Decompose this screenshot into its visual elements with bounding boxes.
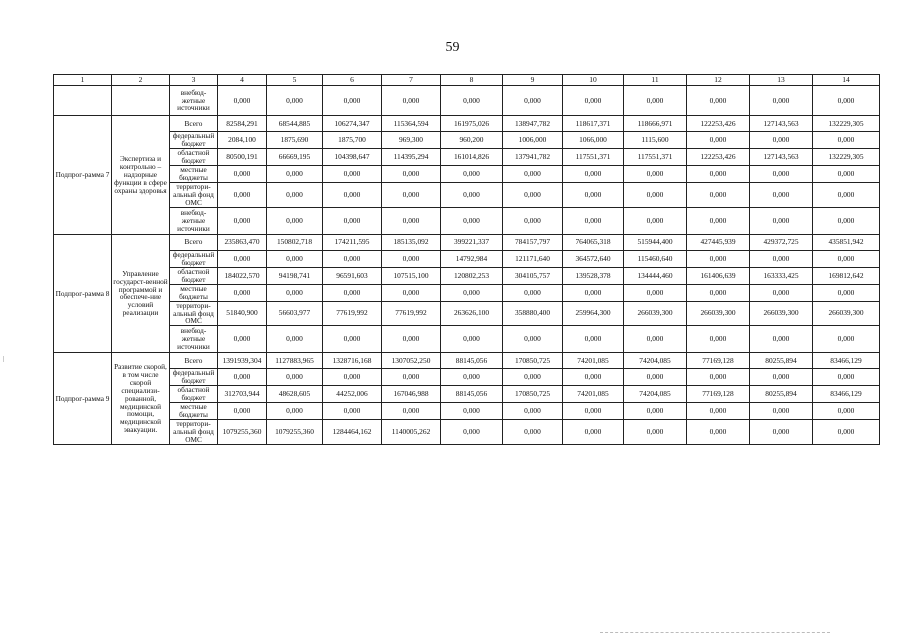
source-label: областной бюджет: [170, 386, 218, 403]
value-cell: 0,000: [267, 326, 323, 353]
value-cell: 0,000: [323, 250, 382, 267]
value-cell: 0,000: [323, 284, 382, 301]
value-cell: 104398,647: [323, 149, 382, 166]
value-cell: 0,000: [503, 326, 563, 353]
value-cell: 80255,894: [750, 353, 813, 369]
value-cell: 0,000: [382, 250, 441, 267]
value-cell: 0,000: [563, 369, 624, 386]
budget-table: [53, 74, 880, 445]
value-cell: 1875,700: [323, 132, 382, 149]
source-label: внебюд-жетные источники: [170, 326, 218, 353]
value-cell: 0,000: [813, 183, 880, 208]
value-cell: 259964,300: [563, 301, 624, 326]
value-cell: 427445,939: [687, 234, 750, 250]
value-cell: 0,000: [813, 207, 880, 234]
value-cell: 0,000: [503, 420, 563, 445]
column-header: 7: [382, 75, 441, 86]
value-cell: 0,000: [750, 183, 813, 208]
value-cell: 1006,000: [503, 132, 563, 149]
column-header: 12: [687, 75, 750, 86]
value-cell: 515944,400: [624, 234, 687, 250]
value-cell: 96591,603: [323, 267, 382, 284]
value-cell: 0,000: [750, 420, 813, 445]
value-cell: 161406,639: [687, 267, 750, 284]
value-cell: 14792,984: [441, 250, 503, 267]
value-cell: 266039,300: [813, 301, 880, 326]
source-label: федеральный бюджет: [170, 250, 218, 267]
column-number-row: [54, 75, 880, 86]
value-cell: 0,000: [624, 403, 687, 420]
subprogram-goal: Управление государст-венной программой и обеспече-ние условий реализации: [112, 234, 170, 353]
value-cell: 0,000: [382, 403, 441, 420]
table-row: [54, 116, 880, 132]
value-cell: 0,000: [563, 403, 624, 420]
table-row: [54, 183, 880, 208]
table-row: [54, 301, 880, 326]
value-cell: 0,000: [563, 326, 624, 353]
value-cell: 94198,741: [267, 267, 323, 284]
value-cell: 107515,100: [382, 267, 441, 284]
value-cell: 88145,056: [441, 386, 503, 403]
value-cell: 235863,470: [218, 234, 267, 250]
value-cell: 0,000: [813, 132, 880, 149]
value-cell: 120802,253: [441, 267, 503, 284]
value-cell: 48628,605: [267, 386, 323, 403]
value-cell: 1115,600: [624, 132, 687, 149]
value-cell: 134444,460: [624, 267, 687, 284]
value-cell: 0,000: [441, 86, 503, 116]
value-cell: 0,000: [382, 326, 441, 353]
value-cell: 0,000: [813, 403, 880, 420]
table-row: [54, 149, 880, 166]
value-cell: 161014,826: [441, 149, 503, 166]
value-cell: 0,000: [813, 284, 880, 301]
value-cell: 44252,006: [323, 386, 382, 403]
value-cell: 0,000: [813, 250, 880, 267]
value-cell: 74201,085: [563, 386, 624, 403]
value-cell: 138947,782: [503, 116, 563, 132]
table-row: [54, 250, 880, 267]
value-cell: 0,000: [687, 166, 750, 183]
value-cell: 0,000: [624, 284, 687, 301]
value-cell: 312703,944: [218, 386, 267, 403]
value-cell: 0,000: [323, 166, 382, 183]
value-cell: 0,000: [750, 132, 813, 149]
value-cell: 0,000: [687, 420, 750, 445]
table-row: [54, 353, 880, 369]
subprogram-goal: Экспертиза и контрольно – надзорные функции в сфере охраны здоровья: [112, 116, 170, 235]
source-label: внебюд-жетные источники: [170, 86, 218, 116]
value-cell: 77619,992: [323, 301, 382, 326]
value-cell: 0,000: [503, 403, 563, 420]
value-cell: 88145,056: [441, 353, 503, 369]
value-cell: 0,000: [441, 326, 503, 353]
column-header: 9: [503, 75, 563, 86]
value-cell: 77619,992: [382, 301, 441, 326]
value-cell: 0,000: [441, 284, 503, 301]
value-cell: 1307052,250: [382, 353, 441, 369]
value-cell: 77169,128: [687, 353, 750, 369]
value-cell: 0,000: [267, 250, 323, 267]
source-label: территори-альный фонд ОМС: [170, 420, 218, 445]
value-cell: 0,000: [687, 284, 750, 301]
value-cell: 0,000: [563, 166, 624, 183]
value-cell: 0,000: [750, 207, 813, 234]
value-cell: 139528,378: [563, 267, 624, 284]
value-cell: 0,000: [750, 369, 813, 386]
source-label: федеральный бюджет: [170, 132, 218, 149]
value-cell: 127143,563: [750, 116, 813, 132]
value-cell: 1079255,360: [218, 420, 267, 445]
table-row: [54, 326, 880, 353]
page-number: 59: [445, 40, 460, 55]
value-cell: 0,000: [441, 207, 503, 234]
value-cell: 0,000: [382, 207, 441, 234]
value-cell: 170850,725: [503, 353, 563, 369]
value-cell: 0,000: [323, 207, 382, 234]
subprogram-name: Подпрог-рамма 7: [54, 116, 112, 235]
value-cell: 399221,337: [441, 234, 503, 250]
value-cell: 106274,347: [323, 116, 382, 132]
value-cell: 0,000: [382, 369, 441, 386]
value-cell: 118617,371: [563, 116, 624, 132]
value-cell: 0,000: [503, 166, 563, 183]
scan-artifact: [600, 632, 830, 634]
value-cell: 0,000: [624, 369, 687, 386]
value-cell: 0,000: [441, 183, 503, 208]
value-cell: 0,000: [218, 86, 267, 116]
value-cell: 0,000: [624, 207, 687, 234]
value-cell: 0,000: [563, 420, 624, 445]
value-cell: 0,000: [687, 326, 750, 353]
value-cell: 0,000: [267, 207, 323, 234]
value-cell: 0,000: [624, 420, 687, 445]
value-cell: 0,000: [563, 86, 624, 116]
value-cell: 0,000: [503, 369, 563, 386]
value-cell: 0,000: [624, 86, 687, 116]
value-cell: 0,000: [503, 183, 563, 208]
subprogram-name: Подпрог-рамма 9: [54, 353, 112, 445]
value-cell: 132229,305: [813, 116, 880, 132]
value-cell: 266039,300: [687, 301, 750, 326]
source-label: Всего: [170, 234, 218, 250]
value-cell: 304105,757: [503, 267, 563, 284]
table-row: [54, 386, 880, 403]
value-cell: 364572,640: [563, 250, 624, 267]
value-cell: 0,000: [750, 166, 813, 183]
value-cell: 0,000: [323, 86, 382, 116]
value-cell: 114395,294: [382, 149, 441, 166]
scan-artifact: [3, 356, 4, 362]
source-label: областной бюджет: [170, 267, 218, 284]
value-cell: 969,300: [382, 132, 441, 149]
value-cell: 1140005,262: [382, 420, 441, 445]
value-cell: 1127883,965: [267, 353, 323, 369]
value-cell: 115460,640: [624, 250, 687, 267]
value-cell: 764065,318: [563, 234, 624, 250]
value-cell: 0,000: [218, 207, 267, 234]
table-row: [54, 369, 880, 386]
value-cell: 0,000: [813, 86, 880, 116]
value-cell: 0,000: [267, 284, 323, 301]
value-cell: 117551,371: [624, 149, 687, 166]
value-cell: 1875,690: [267, 132, 323, 149]
value-cell: 0,000: [323, 403, 382, 420]
value-cell: 0,000: [218, 166, 267, 183]
value-cell: 435851,942: [813, 234, 880, 250]
value-cell: 0,000: [323, 369, 382, 386]
value-cell: 127143,563: [750, 149, 813, 166]
value-cell: 0,000: [503, 284, 563, 301]
value-cell: 263626,100: [441, 301, 503, 326]
value-cell: 0,000: [267, 86, 323, 116]
value-cell: 170850,725: [503, 386, 563, 403]
value-cell: 358880,400: [503, 301, 563, 326]
value-cell: 0,000: [218, 326, 267, 353]
column-header: 5: [267, 75, 323, 86]
source-label: территори-альный фонд ОМС: [170, 301, 218, 326]
value-cell: 0,000: [382, 183, 441, 208]
value-cell: 0,000: [687, 369, 750, 386]
value-cell: 161975,026: [441, 116, 503, 132]
value-cell: 174211,595: [323, 234, 382, 250]
column-header: 10: [563, 75, 624, 86]
value-cell: 0,000: [218, 403, 267, 420]
value-cell: 0,000: [441, 166, 503, 183]
value-cell: 1079255,360: [267, 420, 323, 445]
value-cell: 122253,426: [687, 116, 750, 132]
value-cell: 51840,900: [218, 301, 267, 326]
value-cell: 0,000: [267, 403, 323, 420]
table-row: [54, 234, 880, 250]
source-label: местные бюджеты: [170, 403, 218, 420]
value-cell: 0,000: [687, 86, 750, 116]
value-cell: 77169,128: [687, 386, 750, 403]
column-header: 6: [323, 75, 382, 86]
value-cell: 83466,129: [813, 386, 880, 403]
value-cell: 74201,085: [563, 353, 624, 369]
source-label: территори-альный фонд ОМС: [170, 183, 218, 208]
value-cell: 74204,085: [624, 386, 687, 403]
table-row: [54, 403, 880, 420]
value-cell: 169812,642: [813, 267, 880, 284]
value-cell: 0,000: [267, 183, 323, 208]
value-cell: 1391939,304: [218, 353, 267, 369]
subprogram-goal: Развитие скорой, в том числе скорой специализи-рованной, медицинской помощи, медицинской эвакуации.: [112, 353, 170, 445]
value-cell: 66669,195: [267, 149, 323, 166]
table-row: [54, 166, 880, 183]
table-row: [54, 284, 880, 301]
value-cell: 0,000: [563, 207, 624, 234]
value-cell: 118666,971: [624, 116, 687, 132]
value-cell: 0,000: [563, 183, 624, 208]
value-cell: 0,000: [441, 420, 503, 445]
value-cell: 68544,885: [267, 116, 323, 132]
value-cell: 184022,570: [218, 267, 267, 284]
value-cell: 150802,718: [267, 234, 323, 250]
column-header: 3: [170, 75, 218, 86]
value-cell: 266039,300: [750, 301, 813, 326]
value-cell: 0,000: [750, 403, 813, 420]
value-cell: 0,000: [687, 250, 750, 267]
value-cell: 0,000: [218, 284, 267, 301]
source-label: внебюд-жетные источники: [170, 207, 218, 234]
value-cell: 80500,191: [218, 149, 267, 166]
table-row: [54, 86, 880, 116]
value-cell: 82584,291: [218, 116, 267, 132]
subprogram-name-cell: [54, 86, 112, 116]
value-cell: 163333,425: [750, 267, 813, 284]
value-cell: 0,000: [323, 326, 382, 353]
source-label: областной бюджет: [170, 149, 218, 166]
source-label: Всего: [170, 353, 218, 369]
column-header: 8: [441, 75, 503, 86]
value-cell: 0,000: [218, 369, 267, 386]
value-cell: 122253,426: [687, 149, 750, 166]
value-cell: 80255,894: [750, 386, 813, 403]
value-cell: 132229,305: [813, 149, 880, 166]
value-cell: 0,000: [750, 86, 813, 116]
value-cell: 0,000: [382, 284, 441, 301]
value-cell: 1066,000: [563, 132, 624, 149]
value-cell: 0,000: [813, 420, 880, 445]
value-cell: 0,000: [624, 166, 687, 183]
value-cell: 0,000: [441, 369, 503, 386]
value-cell: 0,000: [687, 183, 750, 208]
value-cell: 121171,640: [503, 250, 563, 267]
table-row: [54, 420, 880, 445]
subprogram-name: Подпрог-рамма 8: [54, 234, 112, 353]
value-cell: 1328716,168: [323, 353, 382, 369]
value-cell: 429372,725: [750, 234, 813, 250]
value-cell: 167046,988: [382, 386, 441, 403]
value-cell: 0,000: [218, 183, 267, 208]
table-row: [54, 132, 880, 149]
value-cell: 0,000: [323, 183, 382, 208]
table-row: [54, 207, 880, 234]
value-cell: 0,000: [750, 284, 813, 301]
value-cell: 0,000: [687, 207, 750, 234]
column-header: 14: [813, 75, 880, 86]
value-cell: 0,000: [563, 284, 624, 301]
column-header: 2: [112, 75, 170, 86]
value-cell: 784157,797: [503, 234, 563, 250]
value-cell: 0,000: [503, 86, 563, 116]
column-header: 11: [624, 75, 687, 86]
source-label: Всего: [170, 116, 218, 132]
value-cell: 0,000: [750, 250, 813, 267]
value-cell: 0,000: [813, 326, 880, 353]
value-cell: 0,000: [624, 183, 687, 208]
value-cell: 0,000: [750, 326, 813, 353]
value-cell: 56603,977: [267, 301, 323, 326]
value-cell: 0,000: [218, 250, 267, 267]
value-cell: 137941,782: [503, 149, 563, 166]
value-cell: 0,000: [813, 369, 880, 386]
column-header: 13: [750, 75, 813, 86]
value-cell: 115364,594: [382, 116, 441, 132]
value-cell: 83466,129: [813, 353, 880, 369]
value-cell: 0,000: [624, 326, 687, 353]
value-cell: 117551,371: [563, 149, 624, 166]
column-header: 1: [54, 75, 112, 86]
table-row: [54, 267, 880, 284]
value-cell: 0,000: [382, 86, 441, 116]
value-cell: 266039,300: [624, 301, 687, 326]
value-cell: 0,000: [503, 207, 563, 234]
value-cell: 1284464,162: [323, 420, 382, 445]
value-cell: 74204,085: [624, 353, 687, 369]
source-label: местные бюджеты: [170, 284, 218, 301]
value-cell: 0,000: [382, 166, 441, 183]
value-cell: 2084,100: [218, 132, 267, 149]
value-cell: 0,000: [267, 166, 323, 183]
value-cell: 960,200: [441, 132, 503, 149]
value-cell: 185135,092: [382, 234, 441, 250]
value-cell: 0,000: [687, 132, 750, 149]
value-cell: 0,000: [267, 369, 323, 386]
goal-cell: [112, 86, 170, 116]
column-header: 4: [218, 75, 267, 86]
source-label: федеральный бюджет: [170, 369, 218, 386]
source-label: местные бюджеты: [170, 166, 218, 183]
value-cell: 0,000: [441, 403, 503, 420]
value-cell: 0,000: [687, 403, 750, 420]
value-cell: 0,000: [813, 166, 880, 183]
